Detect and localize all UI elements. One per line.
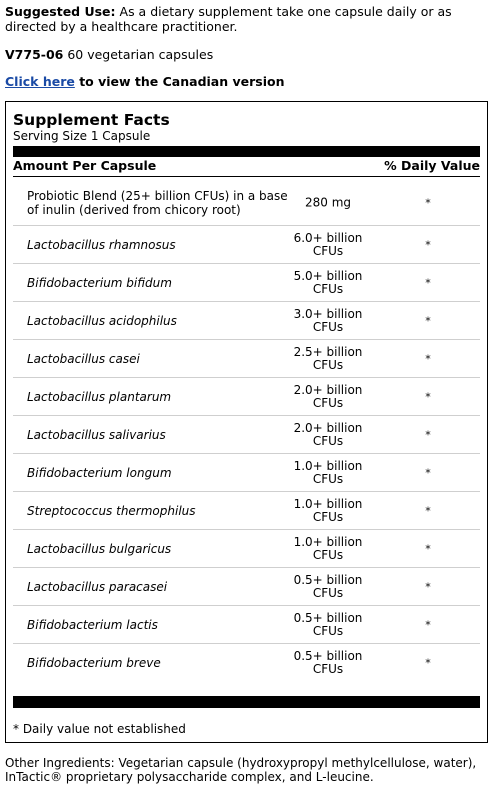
facts-header-row [13,157,480,175]
suggested-use [5,4,488,34]
ingredient-amount: 2.0+ billion CFUs [293,420,363,448]
ingredient-daily-value: * [425,580,431,593]
ingredient-daily-value: * [425,656,431,670]
amount-header: Amount Per Capsule [13,158,157,173]
facts-row [13,226,480,264]
daily-value-footnote: * Daily value not established [13,722,186,736]
supplement-facts-panel [5,101,488,743]
canadian-version-text: to view the Canadian version [74,74,285,89]
product-sku: V775-06 [5,47,64,62]
facts-row [13,530,480,568]
ingredient-amount: 3.0+ billion CFUs [293,306,363,334]
divider-bar-bottom [13,696,480,708]
ingredient-amount: 0.5+ billion CFUs [293,649,363,676]
product-sku-line [5,47,488,62]
facts-row [13,416,480,454]
serving-size: Serving Size 1 Capsule [13,129,151,143]
ingredient-name: Streptococcus thermophilus [27,503,196,518]
ingredient-daily-value: * [425,390,431,403]
facts-row [13,378,480,416]
ingredient-daily-value: * [425,504,431,517]
ingredient-name: Lactobacillus acidophilus [27,313,177,328]
facts-row [13,454,480,492]
facts-row [13,644,480,682]
ingredient-amount: 280 mg [304,195,352,209]
ingredient-amount: 2.5+ billion CFUs [293,344,363,372]
ingredient-name: Probiotic Blend (25+ billion CFUs) in a base of inulin (derived from chicory root) [27,188,288,217]
facts-row [13,264,480,302]
ingredient-name: Lactobacillus plantarum [27,389,172,404]
facts-row [13,568,480,606]
ingredient-name: Lactobacillus salivarius [27,427,166,442]
ingredient-amount: 1.0+ billion CFUs [293,534,363,562]
ingredient-amount: 1.0+ billion CFUs [293,496,363,524]
ingredient-name: Lactobacillus casei [27,351,140,366]
ingredient-amount: 6.0+ billion CFUs [293,230,363,258]
ingredient-daily-value: * [425,466,431,479]
ingredient-daily-value: * [425,314,431,327]
ingredient-daily-value: * [425,276,431,289]
facts-row [13,492,480,530]
ingredient-daily-value: * [425,542,431,555]
ingredient-daily-value: * [425,238,431,251]
ingredient-name: Lactobacillus bulgaricus [27,541,172,556]
ingredient-amount: 5.0+ billion CFUs [293,268,363,296]
ingredient-daily-value: * [425,428,431,441]
canadian-version-link[interactable]: Click here [5,74,75,89]
ingredient-daily-value: * [425,618,431,631]
ingredient-amount: 1.0+ billion CFUs [293,458,363,486]
ingredient-daily-value: * [425,196,431,209]
ingredient-name: Lactobacillus rhamnosus [27,237,176,252]
daily-value-header: % Daily Value [384,158,480,173]
ingredient-amount: 2.0+ billion CFUs [293,382,363,410]
ingredient-daily-value: * [425,352,431,365]
suggested-use-text: As a dietary supplement take one capsule daily or as directed by a healthcare practitioner. [5,4,452,34]
facts-row [13,180,480,226]
header-divider [13,176,480,177]
facts-row [13,302,480,340]
canadian-version-line [5,74,488,89]
product-info-section [0,0,493,89]
divider-bar-top [13,146,480,157]
ingredient-amount: 0.5+ billion CFUs [293,572,363,600]
ingredient-name: Bifidobacterium breve [27,656,161,670]
facts-row [13,606,480,644]
suggested-use-label: Suggested Use: [5,4,116,19]
ingredient-name: Lactobacillus paracasei [27,579,168,594]
ingredient-name: Bifidobacterium bifidum [27,275,172,290]
facts-rows [13,180,480,682]
ingredient-name: Bifidobacterium lactis [27,617,158,632]
ingredient-amount: 0.5+ billion CFUs [293,610,363,638]
ingredient-name: Bifidobacterium longum [27,465,172,480]
supplement-facts-title: Supplement Facts [13,111,170,129]
facts-row [13,340,480,378]
product-description: 60 vegetarian capsules [63,47,214,62]
other-ingredients: Other Ingredients: Vegetarian capsule (hydroxypropyl methylcellulose, water), InTactic® proprietary polysaccharide complex, and L-leucine. [5,756,477,784]
